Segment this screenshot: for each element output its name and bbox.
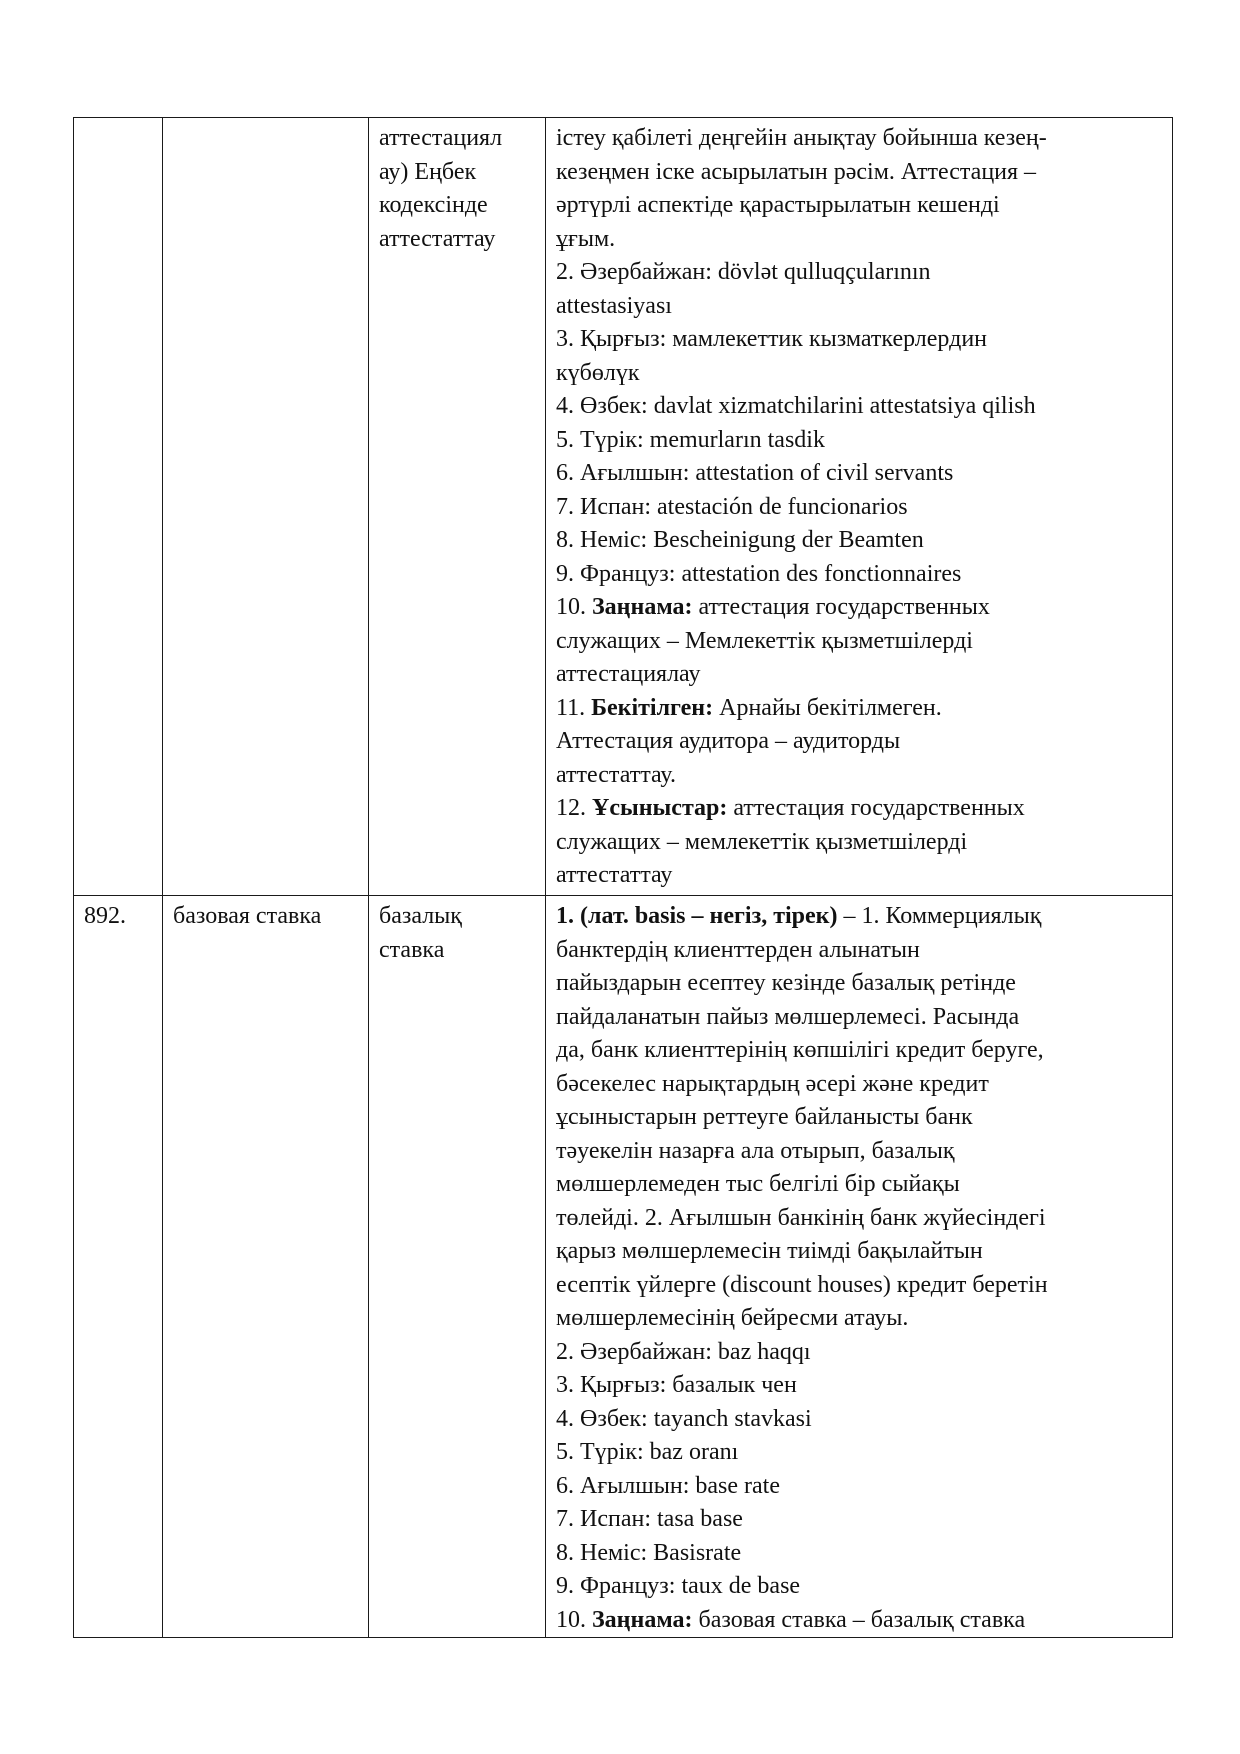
definition-text: attestasiyası	[556, 292, 672, 319]
definition-text: әртүрлі аспектіде қарастырылатын кешенді	[556, 192, 1000, 218]
definition-line	[556, 1068, 1162, 1102]
definition-text: – 1. Коммерциялық	[837, 903, 1042, 929]
definition-text: 8. Неміс: Bescheinigung der Beamten	[556, 527, 924, 553]
definition-prefix: 12.	[556, 795, 592, 821]
entry-number-cell	[74, 896, 163, 1638]
definition-text: ұғым.	[556, 225, 616, 252]
definition-text: 8. Неміс: Basisrate	[556, 1539, 742, 1566]
definition-text: пайыздарын есептеу кезінде базалық ретінде	[556, 970, 1016, 996]
table-row	[74, 118, 1173, 896]
definition-line	[556, 1470, 1162, 1504]
definition-line	[556, 122, 1162, 156]
definition-line	[556, 390, 1162, 424]
definition-line	[556, 1503, 1162, 1537]
definition-text: служащих – мемлекеттік қызметшілерді	[556, 828, 968, 855]
definition-line	[556, 256, 1162, 290]
definition-text: 3. Қырғыз: базалык чен	[556, 1372, 797, 1398]
definition-line	[556, 457, 1162, 491]
definition-text: 5. Түрік: baz oranı	[556, 1439, 739, 1465]
definition-prefix: 10.	[556, 1606, 592, 1633]
definition-text: пайдаланатын пайыз мөлшерлемесі. Расында	[556, 1003, 1020, 1030]
russian-term: базовая ставка	[173, 903, 322, 929]
definition-line	[556, 792, 1162, 826]
definition-text: күбөлүк	[556, 359, 640, 386]
definition-text: аттестация государственных	[692, 594, 990, 620]
definition-text: 3. Қырғыз: мамлекеттик кызматкерлердин	[556, 326, 988, 352]
definition-text: Арнайы бекітілмеген.	[713, 694, 942, 721]
definition-text: 2. Әзербайжан: baz haqqı	[556, 1338, 811, 1365]
definition-line	[556, 934, 1162, 968]
kazakh-term-line: кодексінде	[379, 192, 488, 218]
definition-line	[556, 424, 1162, 458]
definition-text: есептік үйлерге (discount houses) кредит беретін	[556, 1271, 1048, 1298]
definition-line	[556, 759, 1162, 793]
definition-bold-label: Заңнама:	[592, 594, 693, 620]
definition-cell	[546, 118, 1173, 896]
entry-number-cell	[74, 118, 163, 896]
definition-bold-label: Заңнама:	[592, 1606, 693, 1633]
definition-text: 9. Француз: taux de base	[556, 1573, 801, 1599]
kazakh-term-line: ставка	[379, 936, 445, 963]
definition-line	[556, 156, 1162, 190]
definition-text: 4. Өзбек: tayanch stavkasi	[556, 1405, 812, 1432]
definition-line	[556, 558, 1162, 592]
definition-line	[556, 1403, 1162, 1437]
definition-text: істеу қабілеті деңгейін анықтау бойынша кезең-	[556, 125, 1047, 151]
definition-line	[556, 1269, 1162, 1303]
definition-text: 4. Өзбек: davlat xizmatchilarini attestatsiya qilish	[556, 393, 1036, 419]
definition-text: 5. Түрік: memurların tasdik	[556, 426, 825, 453]
definition-line	[556, 1604, 1162, 1638]
definition-text: аттестаттау	[556, 862, 673, 888]
definition-line	[556, 692, 1162, 726]
definition-line	[556, 826, 1162, 860]
definition-line	[556, 900, 1162, 934]
definition-text: 2. Әзербайжан: dövlət qulluqçularının	[556, 259, 931, 285]
definition-text: 7. Испан: atestación de funcionarios	[556, 493, 908, 520]
definition-line	[556, 1436, 1162, 1470]
definition-text: 6. Ағылшын: attestation of civil servants	[556, 460, 954, 486]
definition-bold-label: Ұсыныстар:	[592, 795, 728, 821]
definition-line	[556, 1168, 1162, 1202]
kazakh-term-line: аттестациял	[379, 125, 503, 151]
definition-line	[556, 1336, 1162, 1370]
definition-text: аттестаттау.	[556, 761, 677, 788]
definition-text: да, банк клиенттерінің көпшілігі кредит беруге,	[556, 1037, 1044, 1063]
kazakh-term-line: аттестаттау	[379, 225, 496, 252]
definition-line	[556, 1034, 1162, 1068]
definition-cell	[546, 896, 1173, 1638]
definition-text: аттестация государственных	[727, 795, 1025, 821]
definition-text: тәуекелін назарға ала отырып, базалық	[556, 1137, 955, 1164]
definition-text: банктердің клиенттерден алынатын	[556, 936, 920, 963]
definition-line	[556, 491, 1162, 525]
definition-line	[556, 725, 1162, 759]
definition-line	[556, 591, 1162, 625]
definition-text: төлейді. 2. Ағылшын банкінің банк жүйесіндегі	[556, 1204, 1046, 1231]
definition-line	[556, 658, 1162, 692]
definition-line	[556, 290, 1162, 324]
glossary-table	[73, 117, 1173, 1638]
definition-text: 7. Испан: tasa base	[556, 1506, 743, 1532]
russian-term-cell	[163, 896, 369, 1638]
definition-text: мөлшерлемеден тыс белгілі бір сыйақы	[556, 1171, 960, 1197]
definition-line	[556, 1202, 1162, 1236]
definition-line	[556, 1001, 1162, 1035]
definition-text: базовая ставка – базалық ставка	[692, 1606, 1026, 1633]
russian-term-cell	[163, 118, 369, 896]
definition-line	[556, 1369, 1162, 1403]
definition-text: служащих – Мемлекеттік қызметшілерді	[556, 627, 973, 654]
definition-text: қарыз мөлшерлемесін тиімді бақылайтын	[556, 1238, 983, 1264]
kazakh-term-cell	[369, 896, 546, 1638]
definition-text: бәсекелес нарықтардың әсері және кредит	[556, 1070, 989, 1097]
definition-bold-label: Бекітілген:	[591, 694, 714, 721]
definition-prefix: 10.	[556, 594, 592, 620]
definition-line	[556, 967, 1162, 1001]
definition-line	[556, 524, 1162, 558]
definition-line	[556, 1537, 1162, 1571]
kazakh-term-cell	[369, 118, 546, 896]
definition-line	[556, 859, 1162, 893]
definition-text: ұсыныстарын реттеуге байланысты банк	[556, 1104, 973, 1130]
definition-line	[556, 1570, 1162, 1604]
table-row	[74, 896, 1173, 1638]
definition-text: кезеңмен іске асырылатын рәсім. Аттестация –	[556, 158, 1037, 185]
kazakh-term-line: ау) Еңбек	[379, 158, 477, 185]
kazakh-term-line: базалық	[379, 903, 462, 929]
definition-text: аттестациялау	[556, 661, 701, 687]
definition-line	[556, 1302, 1162, 1336]
definition-line	[556, 625, 1162, 659]
definition-line	[556, 1135, 1162, 1169]
definition-line	[556, 189, 1162, 223]
definition-line	[556, 1101, 1162, 1135]
definition-line	[556, 323, 1162, 357]
entry-number: 892.	[84, 903, 126, 929]
definition-line	[556, 223, 1162, 257]
definition-bold-label: 1. (лат. basis – негіз, тірек)	[556, 903, 838, 929]
definition-text: 6. Ағылшын: base rate	[556, 1472, 781, 1499]
definition-text: Аттестация аудитора – аудиторды	[556, 728, 901, 754]
definition-text: мөлшерлемесінің бейресми атауы.	[556, 1305, 909, 1331]
definition-text: 9. Француз: attestation des fonctionnaires	[556, 560, 962, 587]
definition-line	[556, 1235, 1162, 1269]
definition-prefix: 11.	[556, 694, 592, 721]
definition-line	[556, 357, 1162, 391]
